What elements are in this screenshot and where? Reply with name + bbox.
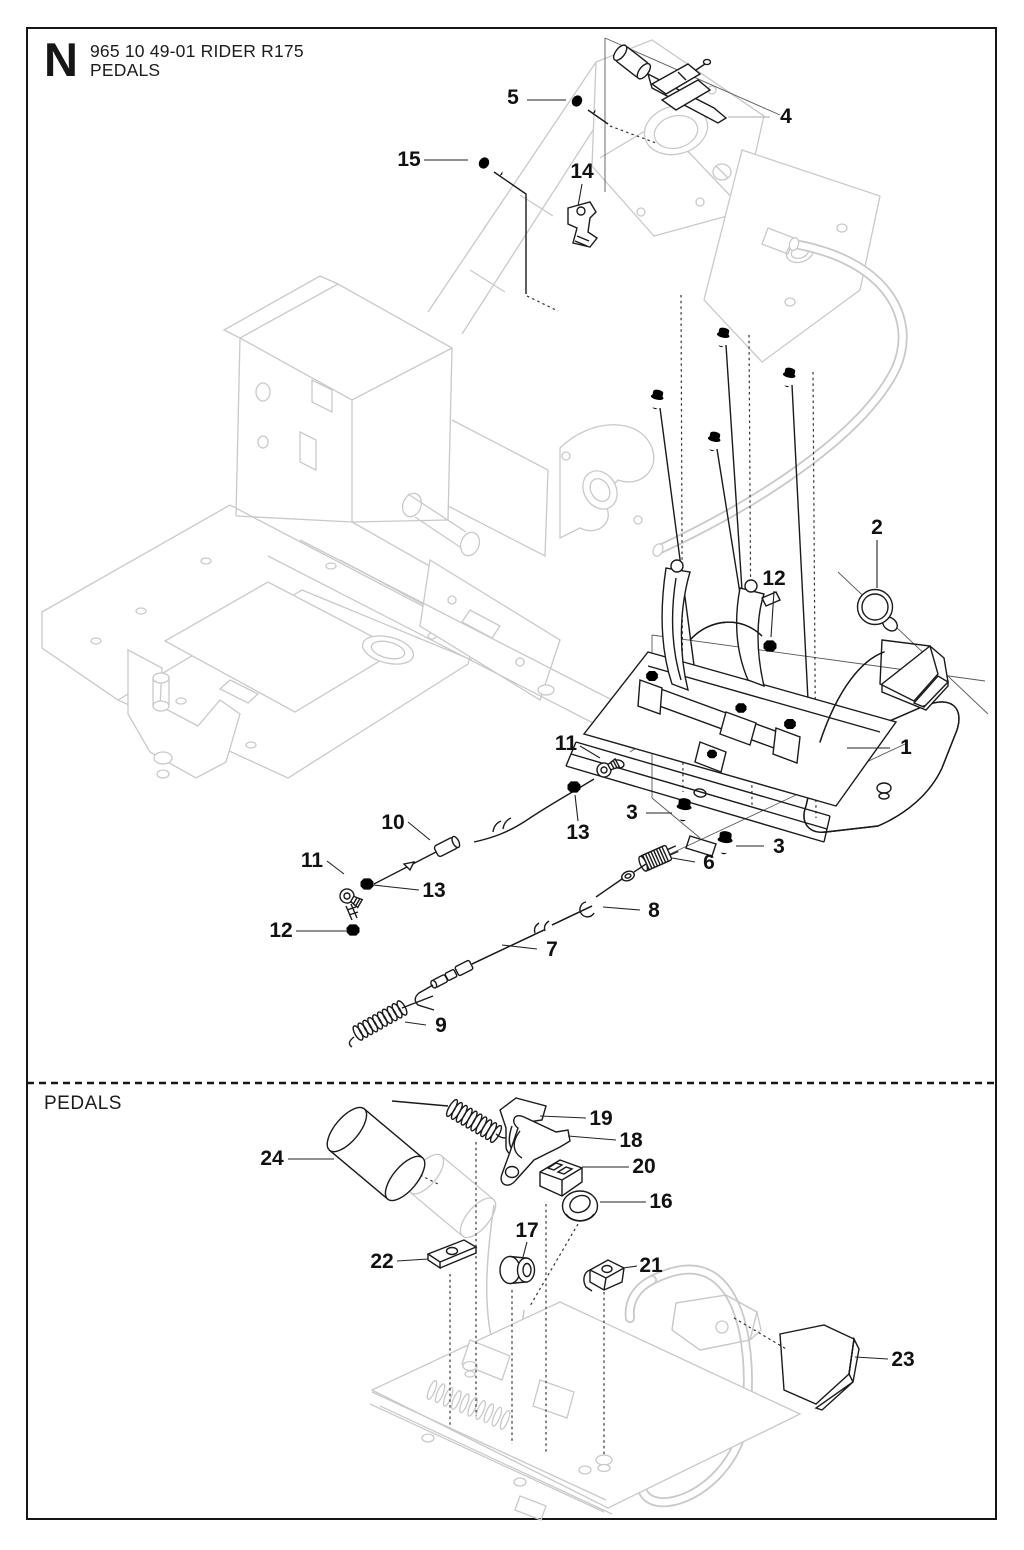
part-number: 965 10 49-01 RIDER R175 — [90, 41, 304, 61]
callout-20: 20 — [632, 1155, 656, 1178]
callout-13b: 13 — [422, 879, 446, 902]
pedal-assembly-art — [566, 560, 959, 856]
callout-22: 22 — [370, 1250, 394, 1273]
callout-18: 18 — [619, 1129, 643, 1152]
callout-7: 7 — [546, 938, 558, 961]
callout-3b: 3 — [773, 835, 785, 858]
callout-2: 2 — [871, 516, 883, 539]
callout-4: 4 — [780, 105, 792, 128]
callout-5: 5 — [507, 86, 519, 109]
callout-1: 1 — [900, 736, 912, 759]
callout-23: 23 — [891, 1348, 915, 1371]
callout-11b: 11 — [300, 849, 324, 872]
callout-11a: 11 — [554, 732, 578, 755]
callout-13a: 13 — [566, 821, 590, 844]
callout-24: 24 — [260, 1147, 284, 1170]
callout-15: 15 — [397, 148, 421, 171]
callout-3a: 3 — [626, 801, 638, 824]
callout-16: 16 — [649, 1190, 673, 1213]
sheet-letter: N — [44, 33, 78, 86]
callout-6: 6 — [703, 851, 715, 874]
callout-12a: 12 — [762, 567, 786, 590]
lower-section-label: PEDALS — [44, 1093, 122, 1114]
callout-19: 19 — [589, 1107, 613, 1130]
callout-12b: 12 — [269, 919, 293, 942]
callout-8: 8 — [648, 899, 660, 922]
callout-21: 21 — [639, 1254, 663, 1277]
callout-10: 10 — [381, 811, 405, 834]
callout-9: 9 — [435, 1014, 447, 1037]
callout-17: 17 — [515, 1219, 539, 1242]
sheet-title: PEDALS — [90, 60, 161, 80]
callout-14: 14 — [570, 160, 594, 183]
